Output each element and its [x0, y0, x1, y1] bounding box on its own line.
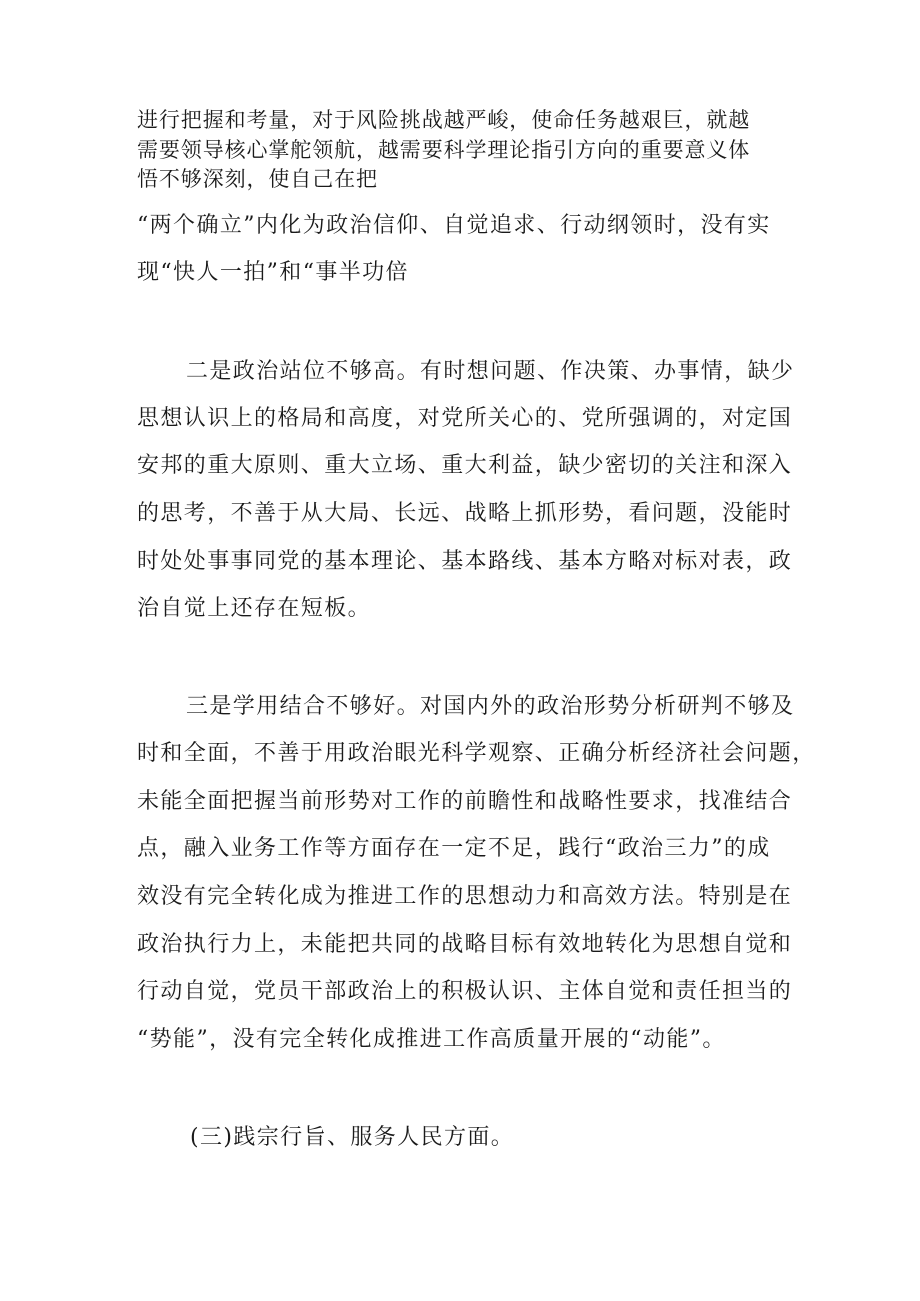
paragraph-2-line-6: 治自觉上还存在短板。 — [137, 596, 372, 621]
paragraph-2-line-1: 二是政治站位不够高。有时想问题、作决策、办事情，缺少 — [186, 359, 795, 384]
paragraph-3-line-4: 点，融入业务工作等方面存在一定不足，践行“政治三力”的成 — [137, 836, 771, 861]
paragraph-3-line-7: 行动自觉，党员干部政治上的积极认识、主体自觉和责任担当的 — [137, 979, 793, 1004]
paragraph-3-line-5: 效没有完全转化成为推进工作的思想动力和高效方法。特别是在 — [137, 884, 793, 909]
paragraph-3-line-2: 时和全面，不善于用政治眼光科学观察、正确分析经济社会问题， — [137, 741, 816, 766]
paragraph-1-line-5: 现“快人一拍”和“事半功倍 — [137, 260, 409, 285]
paragraph-3-line-6: 政治执行力上，未能把共同的战略目标有效地转化为思想自觉和 — [137, 932, 793, 957]
paragraph-2-line-5: 时处处事事同党的基本理论、基本路线、基本方略对标对表，政 — [137, 549, 793, 574]
paragraph-3-line-3: 未能全面把握当前形势对工作的前瞻性和战略性要求，找准结合 — [137, 789, 793, 814]
paragraph-1-line-3: 悟不够深刻，使自己在把 — [137, 167, 378, 191]
paragraph-2-line-3: 安邦的重大原则、重大立场、重大利益，缺少密切的关注和深入 — [137, 453, 793, 478]
paragraph-1-line-2: 需要领导核心掌舵领航，越需要科学理论指引方向的重要意义体 — [137, 138, 751, 162]
paragraph-2-line-4: 的思考，不善于从大局、长远、战略上抓形势，看问题，没能时 — [137, 501, 793, 526]
paragraph-1-line-1: 进行把握和考量，对于风险挑战越严峻，使命任务越艰巨，就越 — [137, 108, 751, 132]
paragraph-3-line-1: 三是学用结合不够好。对国内外的政治形势分析研判不够及 — [186, 694, 795, 719]
paragraph-1-line-4: “两个确立”内化为政治信仰、自觉追求、行动纲领时，没有实 — [137, 213, 771, 238]
paragraph-3-line-8: “势能”，没有完全转化成推进工作高质量开展的“动能”。 — [137, 1027, 726, 1052]
section-heading-3: (三)践宗行旨、服务人民方面。 — [190, 1125, 515, 1150]
paragraph-2-line-2: 思想认识上的格局和高度，对党所关心的、党所强调的，对定国 — [137, 406, 793, 431]
